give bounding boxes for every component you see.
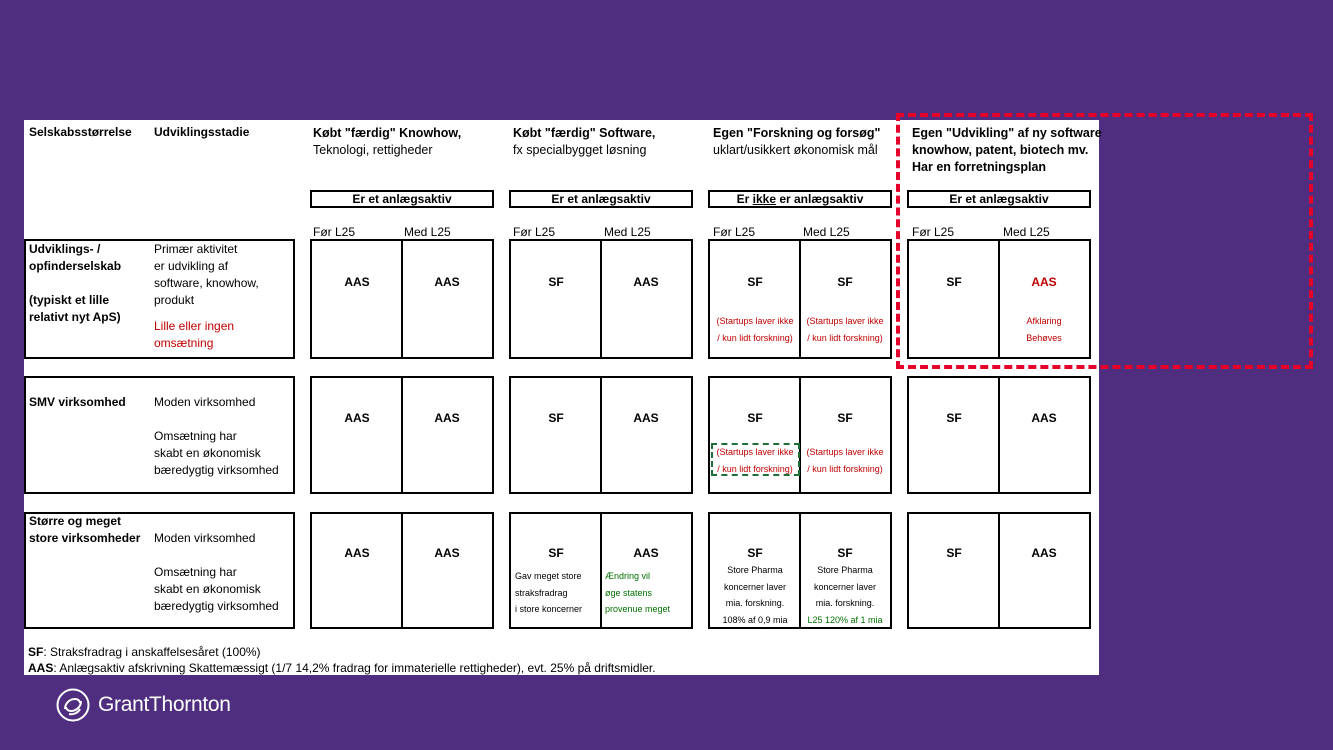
note-line: (Startups laver ikke <box>716 447 794 457</box>
column-title-software <box>513 125 655 159</box>
column-title-line1: Købt "færdig" Software, <box>513 126 656 140</box>
column-title-line1: Købt "færdig" Knowhow, <box>313 126 462 140</box>
highlight-startup-note <box>711 443 800 476</box>
cell-divider <box>600 239 602 359</box>
note-line: mia. forskning. <box>725 598 785 608</box>
treatment-note-after <box>605 568 695 618</box>
subheader-after: Med L25 <box>404 225 451 239</box>
treatment-value-before: SF <box>548 546 564 560</box>
legend-aas: AAS: Anlægsaktiv afskrivning Skattemæssigt (1/7 14,2% fradrag for immaterielle rettigheder), evt. 25% på driftsmidler. <box>28 661 656 675</box>
row-stage-label: Moden virksomhed Omsætning har skabt en økonomisk bæredygtig virksomhed <box>154 531 279 613</box>
subheader-after: Med L25 <box>604 225 651 239</box>
note-line: / kun lidt forskning) <box>717 463 793 474</box>
treatment-value-before: SF <box>946 411 962 425</box>
note-line: koncerner laver <box>723 581 787 592</box>
treatment-value-after: SF <box>837 411 853 425</box>
column-title-line2: Teknologi, rettigheder <box>313 143 433 157</box>
treatment-value-before: SF <box>946 546 962 560</box>
cell-divider <box>401 239 403 359</box>
row-size-label: Større og meget store virksomheder <box>29 514 141 545</box>
treatment-note-before <box>710 562 800 628</box>
note-line: (Startups laver ikke <box>716 316 794 326</box>
treatment-value-before: AAS <box>344 411 370 425</box>
grant-thornton-logo <box>56 688 231 722</box>
column-title-line1: Egen "Udvikling" af ny software <box>912 126 1102 140</box>
asset-banner-software: Er et anlægsaktiv <box>509 190 693 208</box>
treatment-value-before: AAS <box>344 546 370 560</box>
treatment-note-before <box>710 313 800 346</box>
row-stage-label: Moden virksomhed Omsætning har skabt en økonomisk bæredygtig virksomhed <box>154 395 279 477</box>
note-line: mia. forskning. <box>815 598 875 608</box>
treatment-value-after: AAS <box>633 275 659 289</box>
note-line: Afklaring <box>1026 316 1062 326</box>
note-line: Ændring vil <box>605 571 651 581</box>
note-line: / kun lidt forskning) <box>717 332 793 343</box>
note-line: i store koncerner <box>515 604 583 614</box>
treatment-value-before: AAS <box>344 275 370 289</box>
note-line: (Startups laver ikke <box>806 316 884 326</box>
treatment-value-after: AAS <box>1031 411 1057 425</box>
subheader-before: Før L25 <box>912 225 955 239</box>
column-title-line2: uklart/usikkert økonomisk mål <box>713 143 878 157</box>
treatment-value-after: SF <box>837 546 853 560</box>
header-size: Selskabsstørrelse <box>29 125 132 139</box>
note-line: / kun lidt forskning) <box>807 463 883 474</box>
subheader-before: Før L25 <box>713 225 756 239</box>
cell-divider <box>998 376 1000 494</box>
column-title-line3: Har en forretningsplan <box>912 160 1047 174</box>
treatment-value-after: AAS <box>1031 546 1057 560</box>
asset-banner-research: Er ikke er anlægsaktiv <box>708 190 892 208</box>
note-line: øge statens <box>605 587 653 598</box>
treatment-note-before <box>515 568 605 618</box>
note-line: 108% af 0,9 mia <box>722 614 788 625</box>
treatment-value-before: SF <box>747 275 763 289</box>
subheader-after: Med L25 <box>803 225 850 239</box>
treatment-value-after: AAS <box>633 411 659 425</box>
treatment-value-after: AAS <box>434 275 460 289</box>
asset-banner-development: Er et anlægsaktiv <box>907 190 1091 208</box>
legend-sf: SF: Straksfradrag i anskaffelsesåret (100%) <box>28 645 261 659</box>
asset-banner-knowhow: Er et anlægsaktiv <box>310 190 494 208</box>
treatment-value-after: AAS <box>434 411 460 425</box>
header-stage: Udviklingsstadie <box>154 125 250 139</box>
treatment-value-before: SF <box>747 546 763 560</box>
note-line: Store Pharma <box>817 565 873 575</box>
cell-divider <box>998 512 1000 629</box>
column-title-research <box>713 125 880 159</box>
brand-name: GrantThornton <box>98 693 231 716</box>
row-size-label: Udviklings- / opfinderselskab (typiskt et lille relativt nyt ApS) <box>29 242 122 324</box>
note-line: Behøves <box>1026 332 1062 343</box>
treatment-note-after <box>800 562 890 628</box>
note-line: provenue meget <box>605 604 671 614</box>
note-line: L25 120% af 1 mia <box>807 614 883 625</box>
treatment-value-before: SF <box>747 411 763 425</box>
row-stage-label: Primær aktivitet er udvikling af software, knowhow, produkt Lille eller ingen omsætning <box>154 242 259 350</box>
treatment-value-before: SF <box>946 275 962 289</box>
treatment-value-before: SF <box>548 411 564 425</box>
treatment-note-after <box>800 444 890 477</box>
subheader-before: Før L25 <box>513 225 556 239</box>
subheader-after: Med L25 <box>1003 225 1050 239</box>
subheader-before: Før L25 <box>313 225 356 239</box>
note-line: / kun lidt forskning) <box>807 332 883 343</box>
grant-thornton-mark-icon <box>56 688 90 722</box>
treatment-value-after: AAS <box>434 546 460 560</box>
column-title-line1: Egen "Forskning og forsøg" <box>713 126 881 140</box>
note-line: Gav meget store <box>515 571 582 581</box>
column-title-knowhow <box>313 125 461 159</box>
note-line: Store Pharma <box>727 565 783 575</box>
treatment-value-after: AAS <box>1031 275 1057 289</box>
highlight-development-frame <box>896 113 1313 369</box>
column-title-line2: fx specialbygget løsning <box>513 143 647 157</box>
cell-divider <box>401 376 403 494</box>
treatment-value-before: SF <box>548 275 564 289</box>
treatment-value-after: SF <box>837 275 853 289</box>
cell-divider <box>600 376 602 494</box>
treatment-value-after: AAS <box>633 546 659 560</box>
note-line: straksfradrag <box>515 587 568 598</box>
note-line: koncerner laver <box>813 581 877 592</box>
note-line: (Startups laver ikke <box>806 447 884 457</box>
treatment-note-after <box>800 313 890 346</box>
column-title-line2: knowhow, patent, biotech mv. <box>912 143 1089 157</box>
row-size-label: SMV virksomhed <box>29 395 126 409</box>
cell-divider <box>401 512 403 629</box>
